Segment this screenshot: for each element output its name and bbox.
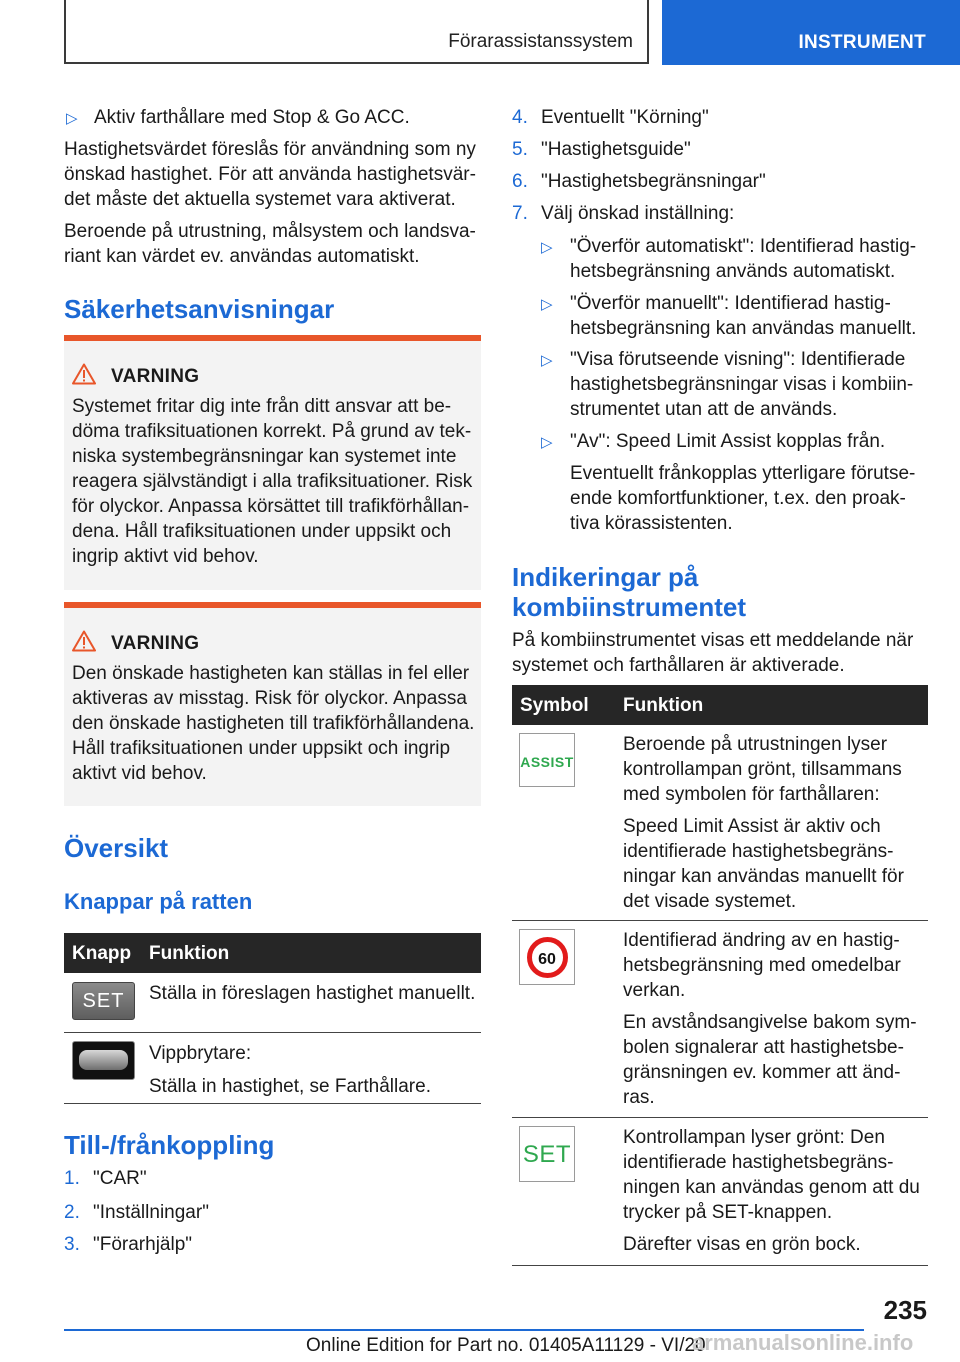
text-line: identifierade hastighetsbegräns- [623, 841, 894, 862]
text-line: dena. Håll trafiksituationen under uppsikt och [72, 521, 452, 542]
icon-label: SET [522, 1141, 572, 1168]
text-line: ningar kan användas manuellt för [623, 866, 904, 887]
text-line: Hastighetsvärdet föreslås för användning som ny [64, 139, 476, 160]
text-line: döma trafiksituationen korrekt. På grund av tek- [72, 421, 472, 442]
text-line: ningen kan användas genom att du [623, 1177, 920, 1198]
text-line: det visade systemet. [623, 891, 797, 912]
speed-limit-60-icon [519, 929, 575, 985]
rocker-switch-icon [72, 1041, 135, 1080]
table-cell [623, 1125, 928, 1257]
row-divider [512, 1265, 928, 1266]
bullet-item [64, 105, 481, 131]
bullet-triangle-icon: ▷ [541, 434, 553, 451]
text-line: "Överför manuellt": Identifierad hastig- [570, 293, 891, 314]
heading-overview: Översikt [64, 833, 169, 863]
text-line: kontrollampan grönt, tillsammans [623, 759, 902, 780]
table-cell [623, 928, 928, 1110]
step-number: 3. [64, 1234, 80, 1255]
footer-edition: Online Edition for Part no. 01405A11129 - VI/20 [306, 1335, 706, 1356]
step-text: Välj önskad inställning: [541, 203, 735, 224]
text-line: trycker på SET-knappen. [623, 1202, 833, 1223]
step-number: 1. [64, 1168, 80, 1189]
table-row [512, 1118, 928, 1265]
text-line: Kontrollampan lyser grönt: Den [623, 1127, 885, 1148]
text-line: hetsbegränsning med omedelbar [623, 955, 901, 976]
text-line: gränsningen ev. kommer att änd- [623, 1062, 901, 1083]
text-line: Systemet fritar dig inte från ditt ansvar att be- [72, 396, 452, 417]
text-line: Speed Limit Assist är aktiv och [623, 816, 881, 837]
header-section-box [64, 0, 649, 64]
text-line: "Överför automatiskt": Identifierad hastig- [570, 236, 917, 257]
step-number: 6. [512, 171, 528, 192]
text-line: "Av": Speed Limit Assist kopplas från. [570, 431, 886, 452]
text-line: niska systembegränsningar kan systemet inte [72, 446, 457, 467]
subheading-buttons: Knappar på ratten [64, 889, 253, 914]
text-line: identifierade hastighetsbegräns- [623, 1152, 894, 1173]
step-text: "Hastighetsguide" [541, 139, 691, 160]
table-cell [149, 1041, 431, 1099]
step-text: "Förarhjälp" [93, 1234, 193, 1255]
heading-on-off: Till-/frånkoppling [64, 1130, 275, 1160]
step-number: 4. [512, 107, 528, 128]
warning-triangle-icon [72, 630, 96, 652]
text-line: Beroende på utrustningen lyser [623, 734, 888, 755]
text-line: ras. [623, 1087, 655, 1108]
text-line: Eventuellt frånkopplas ytterligare förutse- [570, 463, 916, 484]
heading-line: kombiinstrumentet [512, 592, 747, 622]
text-line: Den önskade hastigheten kan ställas in fel eller [72, 663, 470, 684]
step-text: "Hastighetsbegränsningar" [541, 171, 766, 192]
header-section-title: Förarassistanssystem [448, 31, 633, 52]
table-cell [623, 732, 928, 914]
icon-label: ASSIST [520, 754, 574, 770]
option-note [570, 461, 928, 536]
warning-text [72, 394, 477, 569]
bullet-triangle-icon: ▷ [541, 296, 553, 313]
set-button-icon [72, 982, 135, 1020]
set-indicator-icon [519, 1126, 575, 1182]
text-line: strumentet utan att de används. [570, 399, 838, 420]
table-cell: Ställa in föreslagen hastighet manuellt. [149, 983, 476, 1004]
header-chapter-title: INSTRUMENT [798, 32, 926, 53]
warning-text [72, 661, 477, 786]
icon-label: 60 [538, 951, 556, 968]
paragraph [64, 219, 481, 269]
text-line: med symbolen för farthållaren: [623, 784, 880, 805]
table-header [512, 685, 928, 725]
text-line: Håll trafiksituationen under uppsikt och ingrip [72, 738, 451, 759]
option-text [570, 429, 930, 454]
row-divider [64, 1103, 481, 1104]
column-header: Funktion [623, 695, 704, 716]
text-line: bolen signalerar att hastighetsbe- [623, 1037, 904, 1058]
text-line: önskad hastighet. För att använda hastighetsvär- [64, 164, 476, 185]
text-line: verkan. [623, 980, 686, 1001]
column-header: Funktion [149, 943, 230, 964]
text-line: reagera självständigt i alla trafiksituationer. Risk [72, 471, 473, 492]
warning-box [64, 335, 481, 590]
column-header: Knapp [72, 943, 132, 964]
step-text: "Inställningar" [93, 1202, 209, 1223]
warning-triangle-icon [72, 363, 96, 385]
text-line: den önskade hastigheten till trafikförhållandena. [72, 713, 475, 734]
text-line: hastighetsbegränsningar visas i kombiin- [570, 374, 914, 395]
page-number: 235 [883, 1295, 927, 1325]
heading-safety: Säkerhetsanvisningar [64, 294, 335, 324]
icon-label: SET [82, 990, 125, 1012]
text-line: tiva körassistenten. [570, 513, 733, 534]
assist-indicator-icon [519, 733, 575, 787]
text-line: det måste det aktuella systemet vara aktiverat. [64, 189, 456, 210]
paragraph [64, 137, 481, 212]
warning-title: VARNING [111, 633, 200, 654]
text-line: aktiveras av misstag. Risk för olyckor. Anpassa [72, 688, 467, 709]
text-line: Därefter visas en grön bock. [623, 1234, 861, 1255]
step-number: 7. [512, 203, 528, 224]
step-text: Eventuellt "Körning" [541, 107, 709, 128]
text-line: hetsbegränsning kan användas manuellt. [570, 318, 917, 339]
text-line: Identifierad ändring av en hastig- [623, 930, 900, 951]
option-text [570, 234, 930, 284]
text-line: "Visa förutseende visning": Identifierade [570, 349, 906, 370]
option-text [570, 347, 930, 422]
text-line: riant kan värdet ev. användas automatiskt. [64, 246, 420, 267]
header-chapter-tab[interactable] [662, 0, 960, 65]
text-line: Vippbrytare: [149, 1043, 252, 1064]
text-line: En avståndsangivelse bakom sym- [623, 1012, 917, 1033]
text-line: Beroende på utrustning, målsystem och landsva- [64, 221, 476, 242]
table-row [64, 1033, 481, 1103]
text-line: Ställa in hastighet, se Farthållare. [149, 1076, 431, 1097]
table-row [512, 725, 928, 920]
footer-watermark: armanualsonline.info [692, 1330, 914, 1355]
table-header [64, 933, 481, 973]
text-line: På kombiinstrumentet visas ett meddelande när [512, 630, 914, 651]
text-line: aktivt vid behov. [72, 763, 207, 784]
step-text: "CAR" [93, 1168, 147, 1189]
bullet-triangle-icon: ▷ [66, 110, 78, 127]
option-text [570, 291, 930, 341]
bullet-triangle-icon: ▷ [541, 239, 553, 256]
text-line: ende komfortfunktioner, t.ex. den proak- [570, 488, 906, 509]
text-line: systemet och farthållaren är aktiverade. [512, 655, 845, 676]
paragraph [512, 628, 928, 678]
heading-indicators [512, 562, 746, 622]
step-number: 2. [64, 1202, 80, 1223]
warning-box [64, 602, 481, 806]
text-line: hetsbegränsning används automatiskt. [570, 261, 896, 282]
table-row [64, 973, 481, 1032]
bullet-text: Aktiv farthållare med Stop & Go ACC. [94, 107, 410, 128]
heading-line: Indikeringar på [512, 562, 699, 592]
bullet-triangle-icon: ▷ [541, 352, 553, 369]
column-header: Symbol [520, 695, 589, 716]
text-line: ingrip aktivt vid behov. [72, 546, 259, 567]
text-line: för olyckor. Anpassa körsättet till trafikförhållan- [72, 496, 470, 517]
warning-title: VARNING [111, 366, 200, 387]
step-number: 5. [512, 139, 528, 160]
table-row [512, 921, 928, 1117]
